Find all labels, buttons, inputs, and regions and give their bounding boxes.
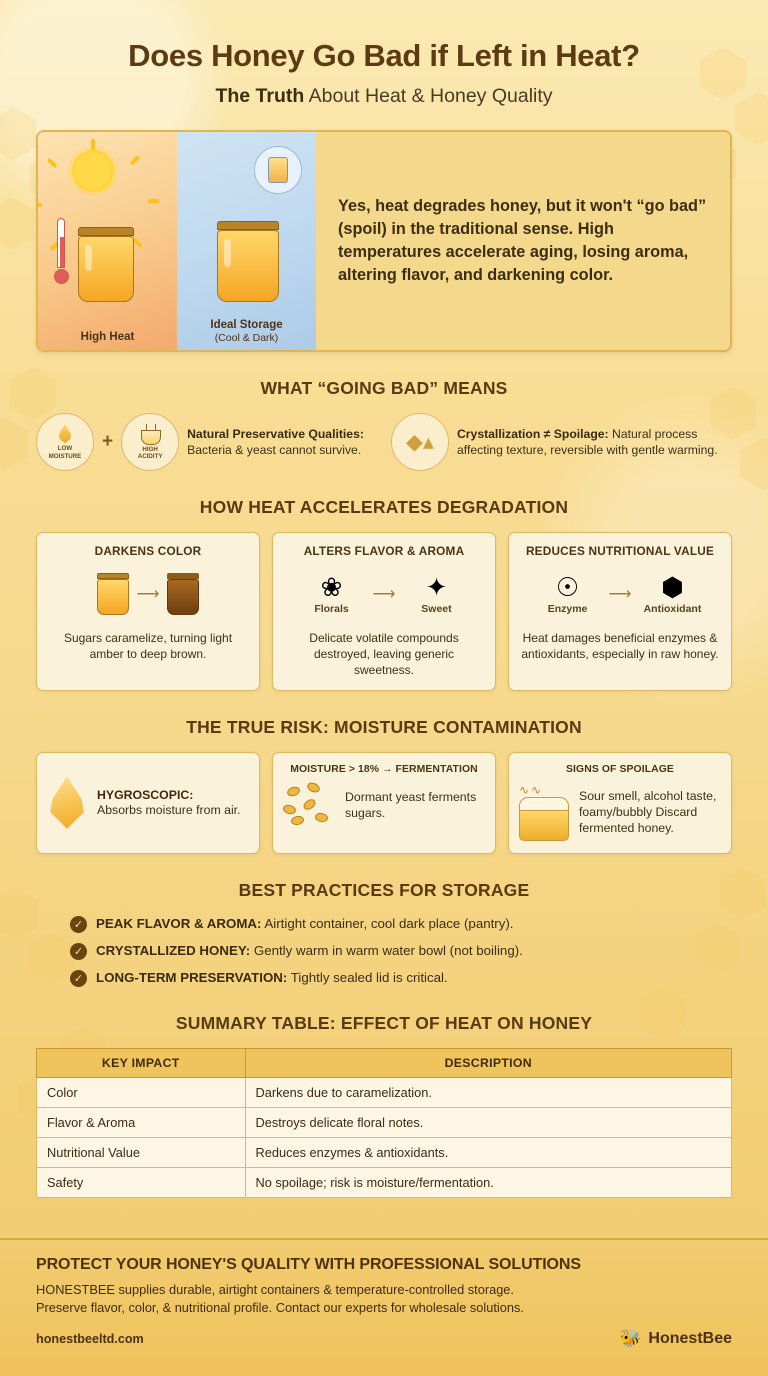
enzyme-label: Enzyme: [547, 602, 588, 615]
hero-right-caption-sub: (Cool & Dark): [214, 331, 279, 344]
icon-row-darkens-color: [47, 566, 249, 622]
crystal-icon: ◆▴: [406, 429, 434, 454]
check-icon: ✓: [70, 916, 87, 933]
thermometer-icon: [54, 218, 68, 284]
footer-bottom-row: [36, 1329, 732, 1349]
list-item: [70, 915, 732, 933]
summary-table: [36, 1048, 732, 1198]
sweet-label: Sweet: [421, 602, 452, 615]
footer-heading: PROTECT YOUR HONEY'S QUALITY WITH PROFESSIONAL SOLUTIONS: [36, 1256, 581, 1273]
footer-cta: [0, 1238, 768, 1376]
hero-right-caption: [177, 319, 316, 344]
cell-description: Darkens due to caramelization.: [245, 1078, 732, 1108]
brand-name: HonestBee: [648, 1330, 732, 1348]
list-item: [70, 942, 732, 960]
bp-2-rest: Gently warm in warm water bowl (not boiling).: [250, 943, 523, 959]
bp-1-bold: PEAK FLAVOR & AROMA:: [96, 916, 262, 932]
hero-high-heat-panel: [38, 132, 177, 350]
going-bad-text-2-rest: Natural process affecting texture, reversible with gentle warming.: [457, 426, 718, 457]
section-heading-moisture: THE TRUE RISK: MOISTURE CONTAMINATION: [186, 717, 582, 738]
spoilage-row: [519, 783, 721, 841]
hero-left-caption: High Heat: [80, 330, 135, 343]
antioxidant-label: Antioxidant: [643, 602, 702, 615]
table-row: [37, 1108, 732, 1138]
dark-honey-jar-icon: [167, 573, 199, 615]
icon-row-alters-flavor: [283, 566, 485, 622]
section-heading-degradation: HOW HEAT ACCELERATES DEGRADATION: [199, 497, 569, 517]
droplet-icon: [58, 424, 73, 443]
table-row: [37, 1138, 732, 1168]
card-darkens-color: [36, 532, 260, 691]
card-band-spoilage: SIGNS OF SPOILAGE: [566, 764, 674, 776]
card-fermentation: [272, 752, 496, 854]
going-bad-item-crystallization: [391, 413, 732, 471]
best-practices-list: [36, 915, 732, 987]
florals-group: [299, 571, 365, 615]
hero-right-caption-main: Ideal Storage: [210, 318, 283, 331]
cell-key-impact: Flavor & Aroma: [37, 1108, 246, 1138]
cell-description: Reduces enzymes & antioxidants.: [245, 1138, 732, 1168]
honey-jar-cool-icon: [217, 221, 279, 302]
badge2-line1: HIGH: [142, 445, 158, 453]
going-bad-item-preservative: [36, 413, 377, 471]
column-header-description: DESCRIPTION: [245, 1049, 732, 1078]
section-heading-summary: SUMMARY TABLE: EFFECT OF HEAT ON HONEY: [175, 1013, 593, 1034]
sparkle-icon: ✦: [425, 571, 448, 602]
going-bad-text-1-bold: Natural Preservative Qualities:: [187, 426, 364, 441]
enzyme-icon: ☉: [555, 571, 580, 602]
yeast-cells-icon: [283, 783, 335, 827]
hero-summary-text: Yes, heat degrades honey, but it won't “go bad” (spoil) in the traditional sense. High temperatures accelerate aging, losing aroma, altering flavor, and darkening color.: [338, 196, 707, 285]
table-header-row: [37, 1049, 732, 1078]
cell-key-impact: Safety: [37, 1168, 246, 1198]
badge1-line2: MOISTURE: [48, 452, 82, 460]
cell-key-impact: Nutritional Value: [37, 1138, 246, 1168]
footer-line-1: HONESTBEE supplies durable, airtight containers & temperature-controlled storage.: [36, 1282, 514, 1297]
bee-icon: 🐝: [620, 1329, 642, 1349]
florals-label: Florals: [314, 602, 349, 615]
section-heading-best-practices: BEST PRACTICES FOR STORAGE: [238, 880, 530, 901]
hero-illustration: [38, 132, 316, 350]
page-subtitle: [36, 85, 732, 108]
cell-description: Destroys delicate floral notes.: [245, 1108, 732, 1138]
card-title-reduces-nutrition: REDUCES NUTRITIONAL VALUE: [525, 544, 715, 558]
brand-logo: [620, 1329, 732, 1349]
card-body-alters-flavor: Delicate volatile compounds destroyed, leaving generic sweetness.: [309, 631, 459, 678]
icon-row-reduces-nutrition: [519, 566, 721, 622]
high-acidity-badge: [121, 413, 179, 471]
card-title-hygroscopic: HYGROSCOPIC:: [97, 787, 194, 802]
degradation-cards: [36, 532, 732, 691]
going-bad-text-2-bold: Crystallization ≠ Spoilage:: [457, 426, 609, 441]
bp-3-bold: LONG-TERM PRESERVATION:: [96, 970, 288, 986]
subtitle-bold: The Truth: [215, 85, 305, 107]
check-icon: ✓: [70, 943, 87, 960]
light-honey-jar-icon: [97, 573, 129, 615]
card-body-hygroscopic: Absorbs moisture from air.: [97, 802, 241, 817]
card-alters-flavor: [272, 532, 496, 691]
steam-icon: ∿∿: [519, 783, 544, 798]
antioxidant-hexagon-icon: ⬢: [661, 571, 684, 602]
bp-2-bold: CRYSTALLIZED HONEY:: [96, 943, 251, 959]
badge2-line2: ACIDITY: [137, 453, 163, 460]
footer-website-link[interactable]: honestbeeltd.com: [36, 1332, 144, 1347]
bp-3-rest: Tightly sealed lid is critical.: [287, 970, 448, 986]
cell-description: No spoilage; risk is moisture/fermentation.: [245, 1168, 732, 1198]
column-header-key-impact: KEY IMPACT: [37, 1049, 246, 1078]
going-bad-text-2: [457, 426, 732, 458]
sun-icon: [72, 150, 114, 192]
hero-ideal-storage-panel: [177, 132, 316, 350]
foamy-jar-icon: [519, 783, 569, 841]
section-heading-going-bad: WHAT “GOING BAD” MEANS: [260, 378, 508, 398]
card-title-alters-flavor: ALTERS FLAVOR & AROMA: [303, 544, 465, 558]
sweet-group: [403, 571, 469, 615]
card-hygroscopic: [36, 752, 260, 854]
page-title: Does Honey Go Bad if Left in Heat?: [128, 38, 640, 73]
card-title-darkens-color: DARKENS COLOR: [94, 544, 202, 558]
going-bad-text-1-rest: Bacteria & yeast cannot survive.: [187, 443, 362, 457]
moisture-cards: [36, 752, 732, 854]
going-bad-text-1: [187, 426, 377, 458]
going-bad-row: [36, 413, 732, 471]
antioxidant-group: [639, 571, 705, 615]
card-signs-of-spoilage: [508, 752, 732, 854]
card-body-darkens-color: Sugars caramelize, turning light amber to deep brown.: [63, 631, 233, 662]
flower-icon: ❀: [320, 571, 343, 602]
yeast-row: [283, 783, 485, 827]
hero-panel: [36, 130, 732, 352]
arrow-right-icon: ⟶: [136, 586, 160, 603]
subtitle-rest: About Heat & Honey Quality: [304, 85, 553, 107]
low-moisture-badge: [36, 413, 94, 471]
list-item: [70, 969, 732, 987]
footer-body: [36, 1281, 732, 1317]
footer-line-2: Preserve flavor, color, & nutritional profile. Contact our experts for wholesale solutions.: [36, 1300, 524, 1316]
card-reduces-nutrition: [508, 532, 732, 691]
arrow-right-icon: ⟶: [608, 586, 632, 603]
honey-jar-icon: [78, 227, 134, 302]
card-body-fermentation: Dormant yeast ferments sugars.: [345, 790, 477, 821]
check-icon: ✓: [70, 970, 87, 987]
cell-key-impact: Color: [37, 1078, 246, 1108]
arrow-right-icon: ⟶: [372, 586, 396, 603]
card-body-reduces-nutrition: Heat damages beneficial enzymes & antioxidants, especially in raw honey.: [521, 631, 719, 662]
table-row: [37, 1078, 732, 1108]
card-body-spoilage: Sour smell, alcohol taste, foamy/bubbly Discard fermented honey.: [579, 788, 717, 836]
plus-sign: +: [102, 431, 114, 452]
crystallization-badge: [391, 413, 449, 471]
table-row: [37, 1168, 732, 1198]
flask-icon: [140, 424, 160, 444]
cabinet-icon: [254, 146, 302, 194]
card-band-fermentation: MOISTURE > 18% → FERMENTATION: [290, 764, 478, 776]
badge1-line1: LOW: [57, 445, 73, 453]
large-droplet-icon: [47, 777, 87, 829]
enzyme-group: [535, 571, 601, 615]
bp-1-rest: Airtight container, cool dark place (pantry).: [261, 916, 514, 932]
